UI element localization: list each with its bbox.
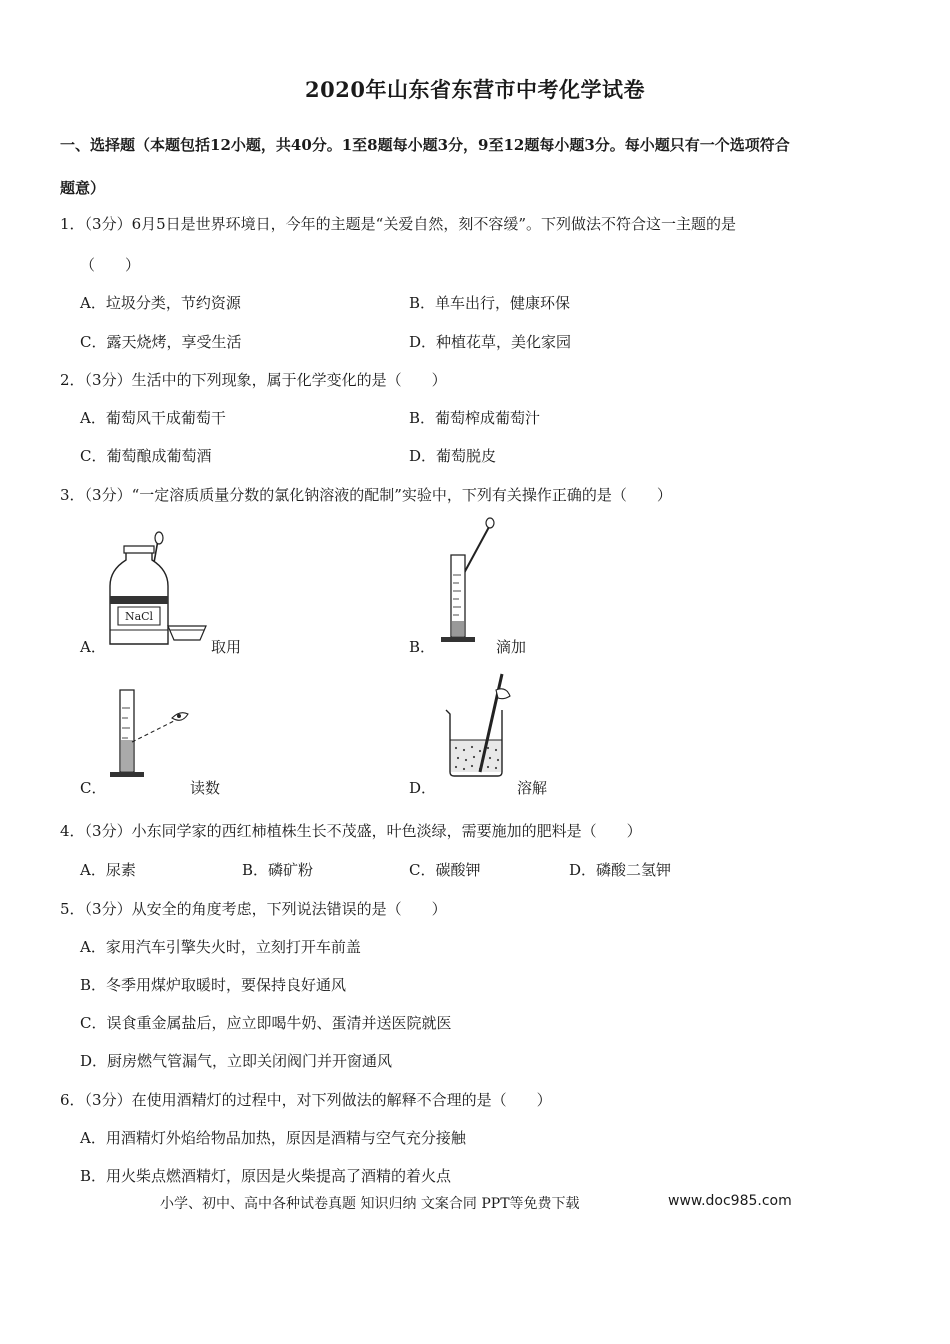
question-5-stem: 5．（3分）从安全的角度考虑，下列说法错误的是（ ） [60,900,447,918]
question-3-option-a-caption: 取用 [211,638,242,656]
question-6-option-b[interactable]: B．用火柴点燃酒精灯，原因是火柴提高了酒精的着火点 [80,1167,452,1185]
question-3-option-b-caption: 滴加 [496,638,527,656]
cylinder-reading-icon [108,688,198,783]
question-5-option-b[interactable]: B．冬季用煤炉取暖时，要保持良好通风 [80,976,347,994]
page-title: 2020年山东省东营市中考化学试卷 [305,77,645,102]
beaker-stirring-icon [444,668,524,780]
footer-url-link[interactable]: www.doc985.com [668,1193,792,1209]
question-4-stem: 4．（3分）小东同学家的西红柿植株生长不茂盛，叶色淡绿，需要施加的肥料是（ ） [60,822,642,840]
question-2-option-d[interactable]: D．葡萄脱皮 [409,447,497,465]
dropper-cylinder-icon [437,515,497,645]
question-4-option-d[interactable]: D．磷酸二氢钾 [569,861,672,879]
nacl-label: NaCl [124,610,154,623]
question-3-option-b-letter[interactable]: B． [409,638,436,656]
question-5-option-c[interactable]: C．误食重金属盐后，应立即喝牛奶、蛋清并送医院就医 [80,1014,452,1032]
question-4-option-c[interactable]: C．碳酸钾 [409,861,481,879]
question-1-option-c[interactable]: C．露天烧烤，享受生活 [80,333,242,351]
question-1-stem-blank: （ ） [80,256,141,274]
question-2-option-c[interactable]: C．葡萄酿成葡萄酒 [80,447,212,465]
question-6-stem: 6．（3分）在使用酒精灯的过程中，对下列做法的解释不合理的是（ ） [60,1091,552,1109]
question-6-option-a[interactable]: A．用酒精灯外焰给物品加热，原因是酒精与空气充分接触 [80,1129,466,1147]
question-2-option-b[interactable]: B．葡萄榨成葡萄汁 [409,409,541,427]
reagent-bottle-icon [106,530,216,650]
section-heading-line2: 题意） [60,179,106,197]
footer-text: 小学、初中、高中各种试卷真题 知识归纳 文案合同 PPT等免费下载 [160,1196,580,1212]
question-3-option-c-letter[interactable]: C． [80,779,107,797]
question-3-stem: 3．（3分）“一定溶质质量分数的氯化钠溶液的配制”实验中，下列有关操作正确的是（ ） [60,486,672,504]
question-1-option-b[interactable]: B．单车出行，健康环保 [409,294,571,312]
question-1-stem: 1．（3分）6月5日是世界环境日，今年的主题是“关爱自然，刻不容缓”。下列做法不符合这一主题的是 [60,215,737,233]
question-2-option-a[interactable]: A．葡萄风干成葡萄干 [80,409,226,427]
question-4-option-a[interactable]: A．尿素 [80,861,136,879]
question-3-option-d-caption: 溶解 [517,779,548,797]
section-heading-line1: 一、选择题（本题包括12小题，共40分。1至8题每小题3分，9至12题每小题3分。每小题只有一个选项符合 [60,136,790,154]
question-5-option-d[interactable]: D．厨房燃气管漏气，立即关闭阀门并开窗通风 [80,1052,393,1070]
question-3-option-a-letter[interactable]: A． [80,638,106,656]
question-1-option-d[interactable]: D．种植花草，美化家园 [409,333,572,351]
question-5-option-a[interactable]: A．家用汽车引擎失火时，立刻打开车前盖 [80,938,361,956]
question-1-option-a[interactable]: A．垃圾分类，节约资源 [80,294,241,312]
question-4-option-b[interactable]: B．磷矿粉 [242,861,314,879]
question-3-option-c-caption: 读数 [190,779,221,797]
question-3-option-d-letter[interactable]: D． [409,779,437,797]
question-2-stem: 2．（3分）生活中的下列现象，属于化学变化的是（ ） [60,371,447,389]
